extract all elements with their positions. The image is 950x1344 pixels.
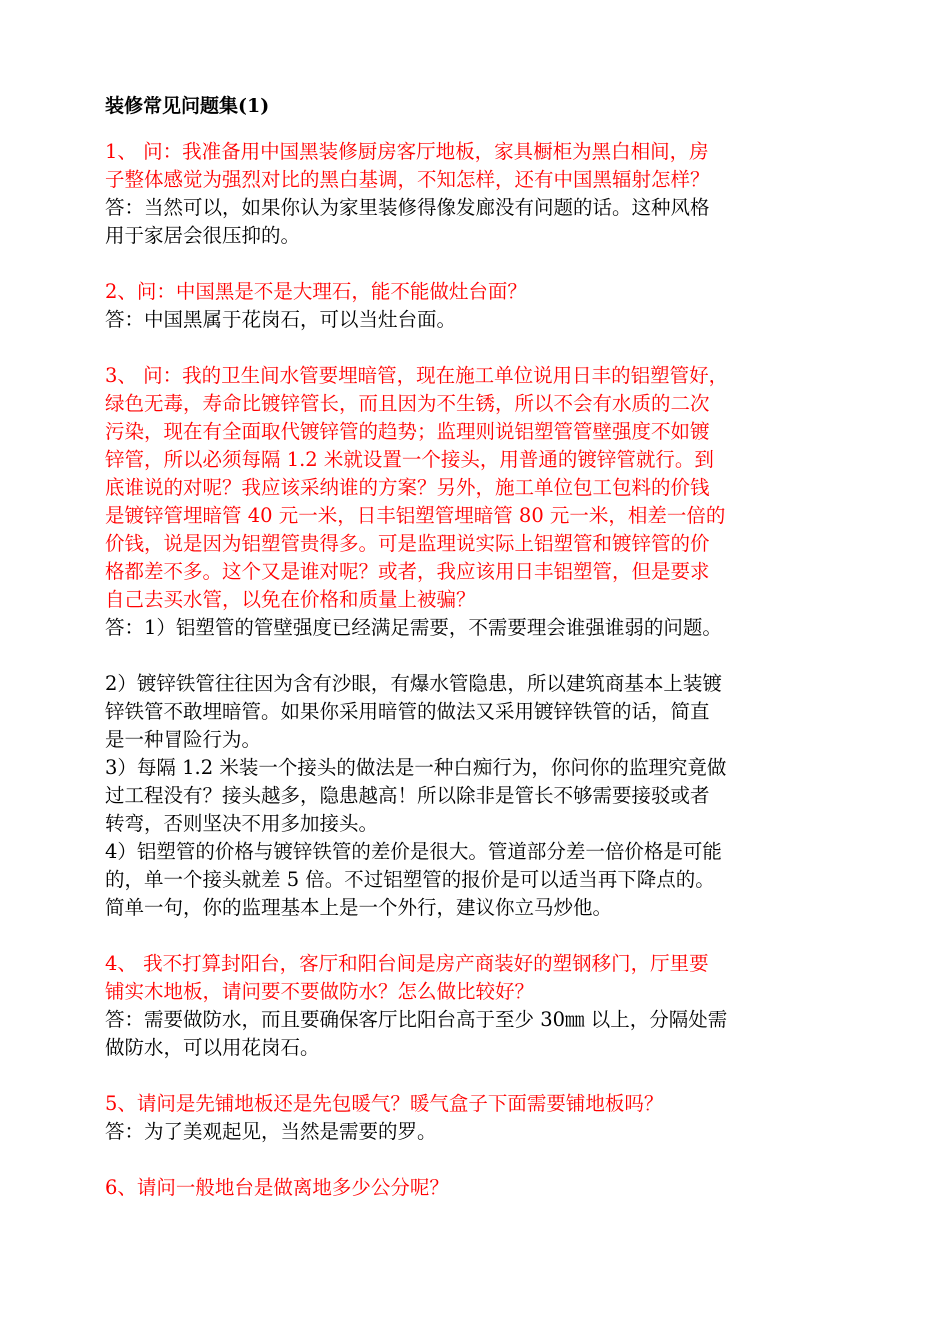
question-line: 1、 问：我准备用中国黑装修厨房客厅地板，家具橱柜为黑白相间，房	[105, 140, 709, 163]
answer-line: 答：中国黑属于花岗石，可以当灶台面。	[105, 308, 457, 331]
qa-item-3	[105, 362, 865, 922]
answer-line: 答：1）铝塑管的管壁强度已经满足需要，不需要理会谁强谁弱的问题。	[105, 616, 722, 639]
answer-line: 答：当然可以，如果你认为家里装修得像发廊没有问题的话。这种风格	[105, 196, 710, 219]
question-line: 6、请问一般地台是做离地多少公分呢？	[105, 1176, 449, 1199]
question-line: 价钱，说是因为铝塑管贵得多。可是监理说实际上铝塑管和镀锌管的价	[105, 532, 710, 555]
question-line: 5、请问是先铺地板还是先包暖气？暖气盒子下面需要铺地板吗？	[105, 1092, 664, 1115]
answer-line: 答：需要做防水，而且要确保客厅比阳台高于至少 30㎜ 以上，分隔处需	[105, 1008, 728, 1031]
question-line: 锌管，所以必须每隔 1.2 米就设置一个接头，用普通的镀锌管就行。到	[105, 448, 714, 471]
question-line: 铺实木地板，请问要不要做防水？怎么做比较好？	[105, 980, 535, 1003]
answer-line: 转弯，否则坚决不用多加接头。	[105, 812, 379, 835]
qa-item-4	[105, 950, 865, 1062]
document-page	[105, 92, 865, 1202]
question-line: 自己去买水管，以免在价格和质量上被骗？	[105, 588, 476, 611]
answer-line: 锌铁管不敢埋暗管。如果你采用暗管的做法又采用镀锌铁管的话，简直	[105, 700, 710, 723]
qa-item-5	[105, 1090, 865, 1146]
answer-line: 做防水，可以用花岗石。	[105, 1036, 320, 1059]
qa-item-2	[105, 278, 865, 334]
question-line: 绿色无毒，寿命比镀锌管长，而且因为不生锈，所以不会有水质的二次	[105, 392, 710, 415]
answer-line: 简单一句，你的监理基本上是一个外行，建议你立马炒他。	[105, 896, 613, 919]
question-line: 子整体感觉为强烈对比的黑白基调，不知怎样，还有中国黑辐射怎样？	[105, 168, 710, 191]
question-line: 4、 我不打算封阳台，客厅和阳台间是房产商装好的塑钢移门，厅里要	[105, 952, 709, 975]
answer-line: 答：为了美观起见，当然是需要的罗。	[105, 1120, 437, 1143]
answer-line: 3）每隔 1.2 米装一个接头的做法是一种白痴行为，你问你的监理究竟做	[105, 756, 727, 779]
question-line: 3、 问：我的卫生间水管要埋暗管，现在施工单位说用日丰的铝塑管好，	[105, 364, 729, 387]
question-line: 底谁说的对呢？我应该采纳谁的方案？另外，施工单位包工包料的价钱	[105, 476, 710, 499]
question-line: 格都差不多。这个又是谁对呢？或者，我应该用日丰铝塑管，但是要求	[105, 560, 710, 583]
answer-line: 4）铝塑管的价格与镀锌铁管的差价是很大。管道部分差一倍价格是可能	[105, 840, 722, 863]
question-line: 是镀锌管埋暗管 40 元一米，日丰铝塑管埋暗管 80 元一米，相差一倍的	[105, 504, 726, 527]
qa-item-6	[105, 1174, 865, 1202]
answer-line: 的，单一个接头就差 5 倍。不过铝塑管的报价是可以适当再下降点的。	[105, 868, 715, 891]
answer-line: 是一种冒险行为。	[105, 728, 262, 751]
answer-line: 过工程没有？接头越多，隐患越高！所以除非是管长不够需要接驳或者	[105, 784, 710, 807]
question-line: 污染，现在有全面取代镀锌管的趋势；监理则说铝塑管管壁强度不如镀	[105, 420, 710, 443]
qa-item-1	[105, 138, 865, 250]
answer-line: 用于家居会很压抑的。	[105, 224, 301, 247]
question-line: 2、问：中国黑是不是大理石，能不能做灶台面？	[105, 280, 527, 303]
document-title: 装修常见问题集(1)	[105, 95, 270, 117]
answer-line: 2）镀锌铁管往往因为含有沙眼，有爆水管隐患，所以建筑商基本上装镀	[105, 672, 722, 695]
